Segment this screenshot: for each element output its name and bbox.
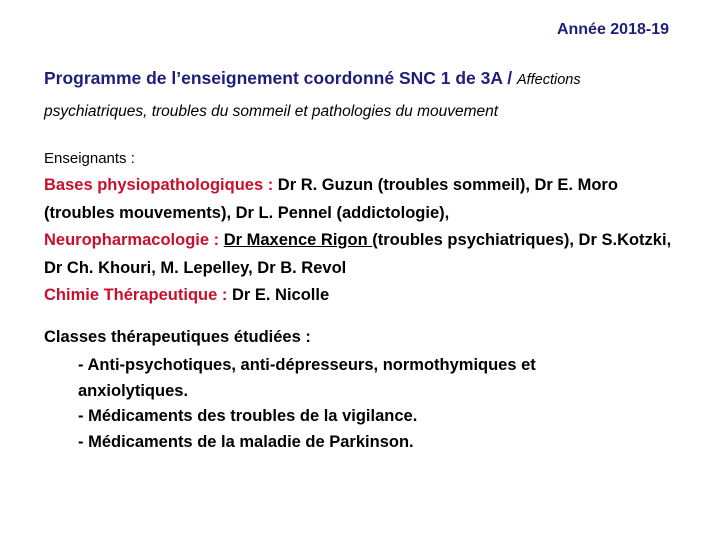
classes-label: Classes thérapeutiques étudiées : <box>44 328 311 346</box>
title-subtitle-part2: psychiatriques, troubles du sommeil et pathologies du mouvement <box>44 103 499 120</box>
title-main: Programme de l’enseignement coordonné SNC 1 de 3A <box>44 68 503 88</box>
classes-list <box>78 353 638 455</box>
academic-year: Année 2018-19 <box>556 21 669 38</box>
list-item: - Anti-psychotiques, anti-dépresseurs, normothymiques et anxiolytiques. <box>78 356 536 400</box>
title-subtitle-part1: Affections <box>516 72 581 88</box>
page-title <box>44 68 684 89</box>
neuro-label: Neuropharmacologie : <box>44 231 220 249</box>
chimie-label: Chimie Thérapeutique : <box>44 286 228 304</box>
chimie-text: Dr E. Nicolle <box>227 286 330 304</box>
list-item: - Médicaments des troubles de la vigilance. <box>78 407 418 425</box>
title-separator: / <box>502 68 517 88</box>
bases-label: Bases physiopathologiques : <box>44 176 274 194</box>
neuro-text: (troubles psychiatriques), Dr S.Kotzki, Dr Ch. Khouri, M. Lepelley, Dr B. Revol <box>44 231 672 277</box>
teachers-label: Enseignants : <box>44 150 135 167</box>
list-item: - Médicaments de la maladie de Parkinson. <box>78 432 414 451</box>
neuro-underlined-teacher: Dr Maxence Rigon <box>223 231 373 249</box>
bases-text: Dr R. Guzun (troubles sommeil), Dr E. Moro (troubles mouvements), Dr L. Pennel (addictologie), <box>44 176 618 222</box>
teachers-block <box>44 172 684 310</box>
